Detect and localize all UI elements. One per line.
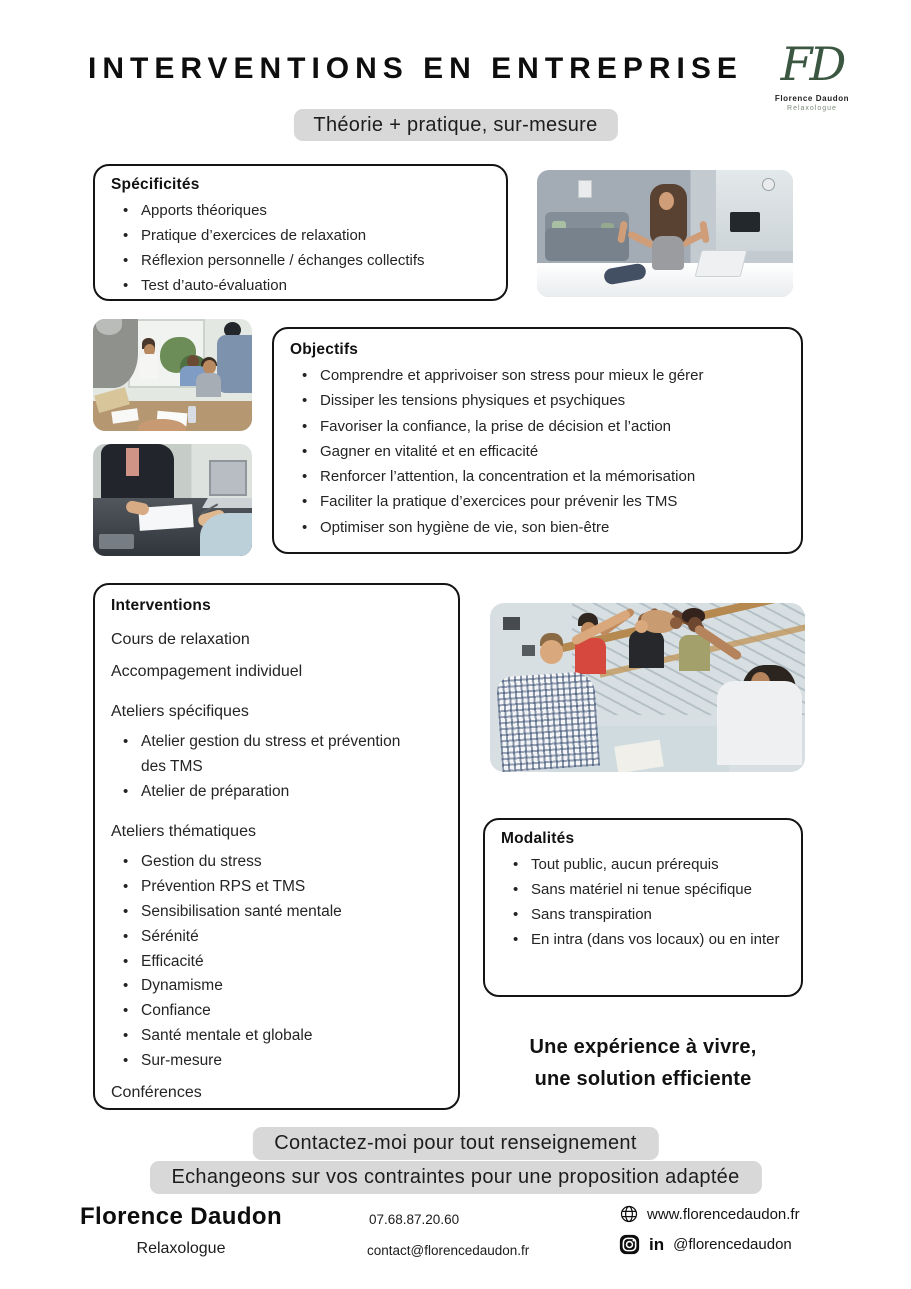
team-meeting-photo (93, 319, 252, 431)
list-item: • Sur-mesure (111, 1049, 429, 1074)
list-item: • Favoriser la confiance, la prise de décision et l’action (290, 414, 785, 439)
modalites-heading: Modalités (501, 830, 575, 847)
photo-detail (730, 212, 760, 232)
document-review-photo (93, 444, 252, 556)
brand-logo (762, 38, 862, 112)
photo-detail (99, 534, 134, 549)
page-title: INTERVENTIONS EN ENTREPRISE (88, 52, 743, 85)
interventions-subheading: Ateliers spécifiques (111, 703, 249, 720)
team-high-five-photo (490, 603, 805, 772)
footer-website[interactable]: www.florencedaudon.fr (647, 1205, 800, 1223)
tagline-line2: une solution efficiente (534, 1068, 752, 1090)
ateliers-thematiques-list (111, 850, 442, 1073)
intervention-line: Accompagement individuel (111, 663, 303, 680)
list-item: • Faciliter la pratique d’exercices pour prévenir les TMS (290, 489, 785, 514)
interventions-heading: Interventions (111, 597, 211, 614)
specificites-box (93, 164, 508, 301)
list-item: • Confiance (111, 999, 429, 1024)
list-item: • En intra (dans vos locaux) ou en inter (501, 927, 785, 952)
list-item: • Sans matériel ni tenue spécifique (501, 877, 785, 902)
linkedin-icon[interactable]: in (649, 1234, 665, 1254)
globe-icon (620, 1205, 638, 1223)
modalites-box (483, 818, 803, 997)
photo-detail (578, 180, 592, 198)
list-item: • Gagner en vitalité et en efficacité (290, 439, 785, 464)
footer-name: Florence Daudon (79, 1203, 283, 1230)
footer-email[interactable]: contact@florencedaudon.fr (367, 1243, 530, 1258)
list-item: • Santé mentale et globale (111, 1024, 429, 1049)
list-item: • Sérénité (111, 925, 429, 950)
photo-detail (126, 448, 139, 476)
footer-social-row[interactable] (619, 1234, 792, 1255)
objectifs-list (290, 363, 785, 540)
brand-monogram: FD (780, 37, 844, 91)
photo-detail (217, 335, 252, 393)
list-item: • Apports théoriques (111, 198, 490, 223)
ateliers-specifiques-list (111, 730, 442, 804)
photo-detail (717, 681, 802, 766)
photo-detail (496, 671, 600, 772)
intervention-line: Cours de relaxation (111, 631, 250, 648)
photo-detail (695, 250, 748, 277)
intervention-line: Conférences (111, 1083, 202, 1101)
photo-detail (614, 740, 664, 772)
photo-detail (196, 373, 221, 397)
footer-role: Relaxologue (136, 1240, 226, 1257)
photo-detail (209, 460, 247, 496)
brand-name: Florence Daudon (774, 94, 850, 103)
subtitle-pill: Théorie + pratique, sur-mesure (293, 109, 617, 141)
photo-detail (138, 419, 186, 431)
photo-detail (629, 630, 664, 668)
specificites-list (111, 198, 490, 298)
photo-detail (679, 635, 710, 671)
contact-pill-1: Contactez-moi pour tout renseignement (252, 1127, 658, 1160)
photo-detail (575, 638, 606, 674)
interventions-subheading: Ateliers thématiques (111, 823, 256, 841)
photo-detail (540, 640, 563, 664)
photo-detail (188, 406, 196, 423)
list-item: • Tout public, aucun prérequis (501, 852, 785, 877)
list-item: • Sans transpiration (501, 902, 785, 927)
list-item: • Réflexion personnelle / échanges collectifs (111, 248, 490, 273)
contact-pill-2: Echangeons sur vos contraintes pour une proposition adaptée (149, 1161, 761, 1194)
photo-detail (139, 354, 158, 379)
photo-detail (699, 220, 710, 243)
footer-phone[interactable]: 07.68.87.20.60 (369, 1212, 460, 1227)
objectifs-box (272, 327, 803, 554)
photo-detail (659, 192, 674, 210)
list-item: • Gestion du stress (111, 850, 429, 875)
list-item: • Atelier gestion du stress et prévention des TMS (111, 730, 429, 780)
modalites-list (501, 852, 785, 952)
list-item: • Comprendre et apprivoiser son stress pour mieux le gérer (290, 363, 785, 388)
brand-role: Relaxologue (787, 105, 837, 112)
instagram-icon[interactable] (619, 1234, 640, 1255)
meditation-at-desk-photo (537, 170, 793, 297)
footer-website-row[interactable] (620, 1205, 800, 1223)
interventions-box (93, 583, 460, 1110)
tagline (483, 1031, 803, 1095)
photo-detail (503, 617, 520, 630)
list-item: • Sensibilisation santé mentale (111, 900, 429, 925)
photo-detail (670, 617, 682, 629)
photo-detail (762, 178, 775, 191)
specificites-heading: Spécificités (111, 176, 200, 193)
photo-detail (545, 228, 629, 261)
list-item: • Pratique d’exercices de relaxation (111, 223, 490, 248)
tagline-line1: Une expérience à vivre, (529, 1036, 757, 1058)
photo-detail (716, 170, 793, 251)
photo-detail (635, 620, 648, 633)
footer-social-handle[interactable]: @florencedaudon (673, 1236, 792, 1253)
photo-detail (652, 236, 684, 270)
list-item: • Dissiper les tensions physiques et psychiques (290, 388, 785, 413)
list-item: • Efficacité (111, 950, 429, 975)
list-item: • Test d’auto-évaluation (111, 273, 490, 298)
list-item: • Prévention RPS et TMS (111, 875, 429, 900)
list-item: • Optimiser son hygiène de vie, son bien-être (290, 515, 785, 540)
list-item: • Renforcer l’attention, la concentration et la mémorisation (290, 464, 785, 489)
photo-detail (200, 513, 252, 556)
list-item: • Dynamisme (111, 974, 429, 999)
list-item: • Atelier de préparation (111, 780, 429, 805)
objectifs-heading: Objectifs (290, 341, 359, 358)
photo-detail (522, 645, 535, 656)
